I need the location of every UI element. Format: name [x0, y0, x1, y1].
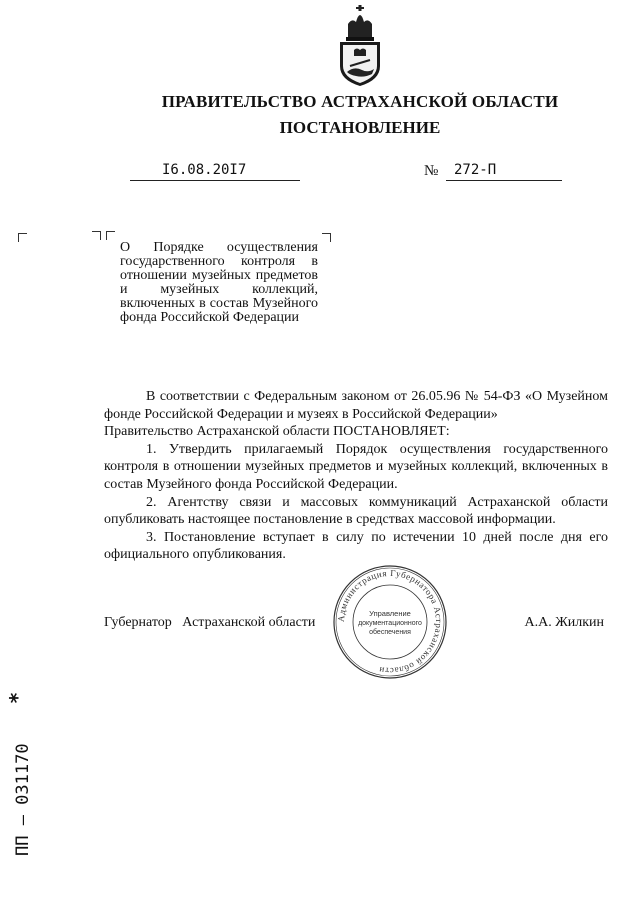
seal-inner-line-1: Управление — [369, 609, 411, 618]
document-date: I6.08.20I7 — [130, 161, 300, 181]
organization-title: ПРАВИТЕЛЬСТВО АСТРАХАНСКОЙ ОБЛАСТИ — [161, 92, 559, 111]
serial-number-vertical — [4, 690, 34, 860]
number-sign: № — [424, 163, 439, 179]
resolution-statement: Правительство Астраханской области ПОСТАНОВЛЯЕТ: — [104, 424, 450, 440]
coat-of-arms-emblem — [330, 4, 390, 88]
document-number: 272-П — [446, 161, 562, 181]
document-body — [104, 388, 608, 564]
item-3-paragraph: 3. Постановление вступает в силу по истечении 10 дней после дня его официального опубликования. — [104, 529, 608, 563]
seal-inner-line-3: обеспечения — [369, 629, 411, 636]
corner-mark-left-inner — [92, 231, 101, 240]
item-1-paragraph: 1. Утвердить прилагаемый Порядок осуществления государственного контроля в отношении музейных предметов и музейных коллекций, включенных в состав Музейного фонда Российской Федерации. — [104, 441, 608, 492]
serial-number-text: ПП – 031170 — [13, 743, 33, 856]
signatory-name: А.А. Жилкин — [524, 615, 604, 630]
document-type: ПОСТАНОВЛЕНИЕ — [279, 118, 441, 137]
official-seal-stamp — [331, 563, 449, 681]
seal-inner-line-2: документационного — [358, 620, 422, 627]
corner-mark-top-left — [18, 233, 27, 242]
seal-outer-text: Администрация Губернатора Астраханской области — [335, 567, 445, 677]
serial-star-mark: * — [5, 691, 29, 704]
signatory-title: Губернатор Астраханской области — [104, 615, 316, 630]
corner-mark-subject-left — [106, 231, 115, 240]
corner-mark-subject-right — [322, 233, 331, 242]
item-2-paragraph: 2. Агентству связи и массовых коммуникаций Астраханской области опубликовать настоящее постановление в средствах массовой информации. — [104, 494, 608, 528]
document-subject: О Порядке осуществления государственного контроля в отношении музейных предметов и музейных коллекций, включенных в состав Музейного фонда Российской Федерации — [120, 240, 318, 325]
preamble-paragraph: В соответствии с Федеральным законом от 26.05.96 № 54-ФЗ «О Музейном фонде Российской Федерации и музеях в Российской Федерации» — [104, 389, 608, 422]
